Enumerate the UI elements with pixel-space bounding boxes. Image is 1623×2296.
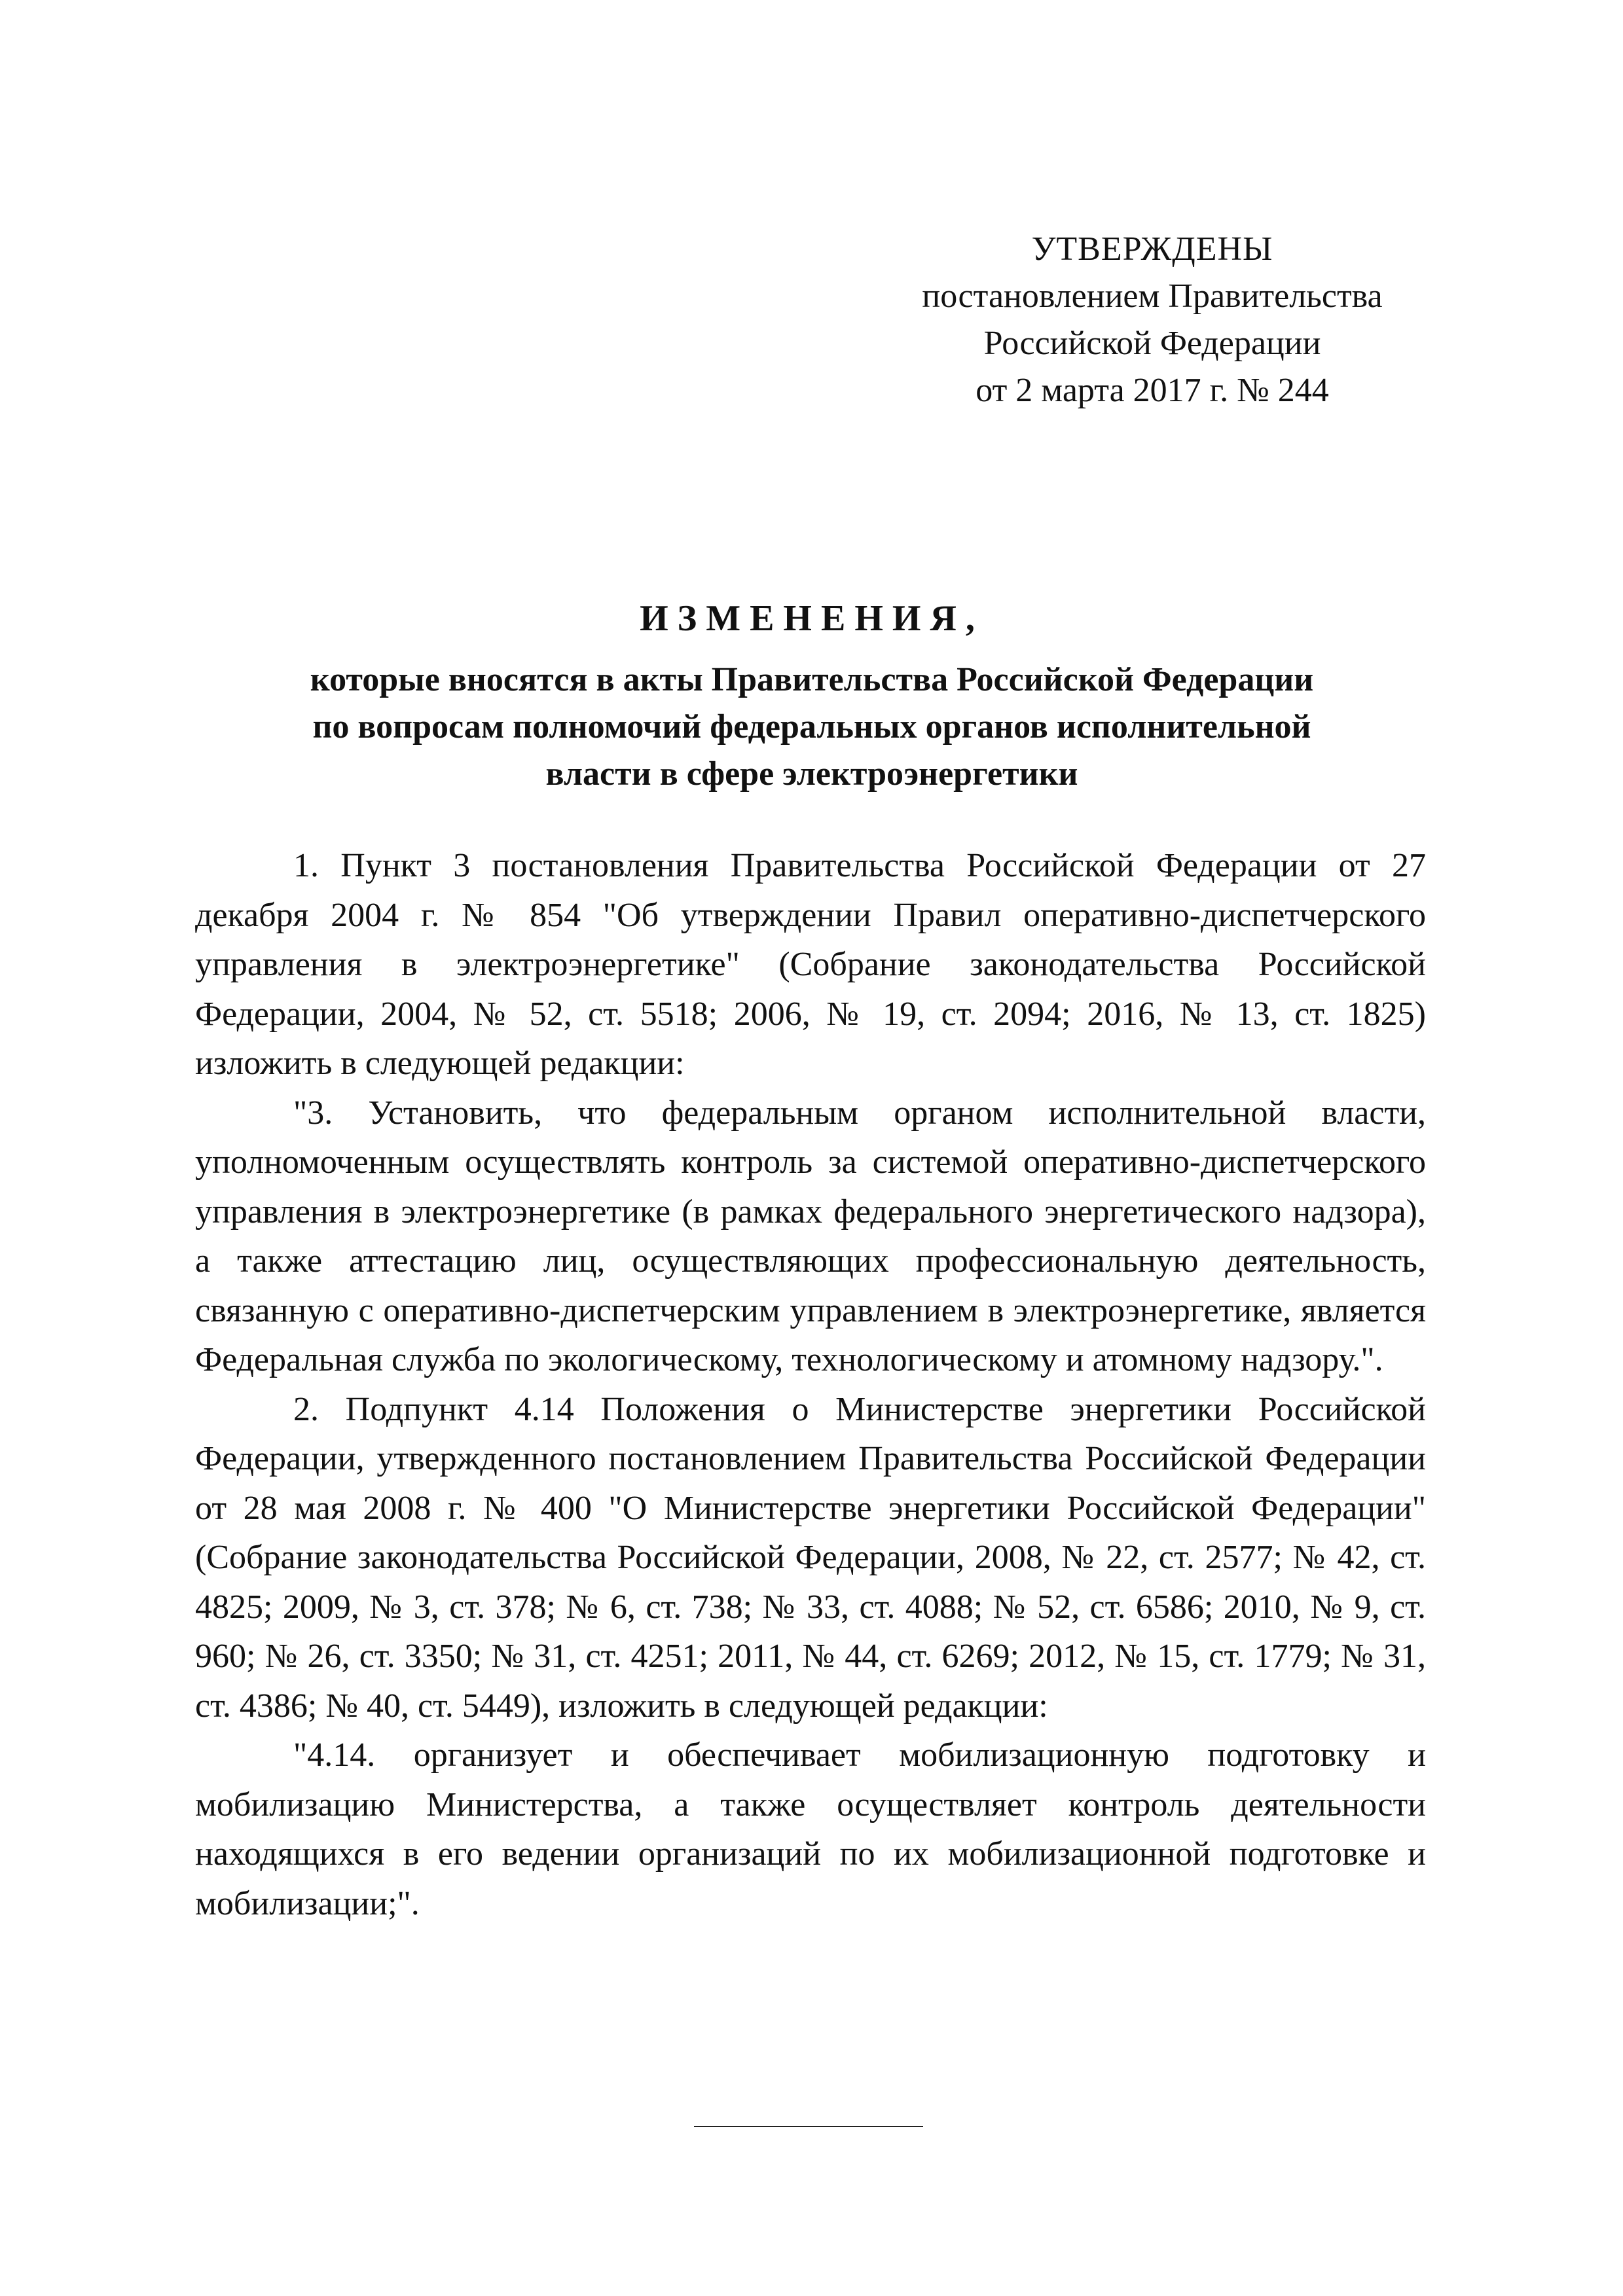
paragraph-2: 2. Подпункт 4.14 Положения о Министерстве энергетики Российской Федерации, утвержденного постановлением Правительства Российской Федерации от 28 мая 2008 г. № 400 "О Министерстве энергетики Российской Федерации" (Собрание законодательства Российской Федерации, 2008, № 22, ст. 2577; № 42, ст. 4825; 2009, № 3, ст. 378; № 6, ст. 738; № 33, ст. 4088; № 52, ст. 6586; 2010, № 9, ст. 960; № 26, ст. 3350; № 31, ст. 4251; 2011, № 44, ст. 6269; 2012, № 15, ст. 1779; № 31, ст. 4386; № 40, ст. 5449), изложить в следующей редакции: [195,1390,1426,1725]
end-of-document-rule [694,2126,923,2127]
document-title-block [196,592,1427,798]
document-title: ИЗМЕНЕНИЯ, [640,598,984,639]
approval-resolution-line: постановлением Правительства [922,278,1383,315]
approval-stamp-block [871,226,1434,414]
approval-government-line: Российской Федерации [983,325,1321,362]
approved-label: УТВЕРЖДЕНЫ [1031,230,1273,268]
document-body [195,841,1426,1928]
subtitle-line-2: по вопросам полномочий федеральных органов исполнительной [312,708,1311,745]
subtitle-line-3: власти в сфере электроэнергетики [545,755,1078,793]
paragraph-1-quote: "3. Установить, что федеральным органом исполнительной власти, уполномоченным осуществлять контроль за системой оперативно-диспетчерского управления в электроэнергетике (в рамках федерального энергетического надзора), а также аттестацию лиц, осуществляющих профессиональную деятельность, связанную с оперативно-диспетчерским управлением в электроэнергетике, является Федеральная служба по экологическому, технологическому и атомному надзору.". [195,1094,1426,1378]
paragraph-2-quote: "4.14. организует и обеспечивает мобилизационную подготовку и мобилизацию Министерства, а также осуществляет контроль деятельности находящихся в его ведении организаций по их мобилизационной подготовке и мобилизации;". [195,1736,1426,1922]
document-subtitle [196,656,1427,798]
subtitle-line-1: которые вносятся в акты Правительства Российской Федерации [310,661,1314,698]
paragraph-1: 1. Пункт 3 постановления Правительства Российской Федерации от 27 декабря 2004 г. № 854 "Об утверждении Правил оперативно-диспетчерского управления в электроэнергетике" (Собрание законодательства Российской Федерации, 2004, № 52, ст. 5518; 2006, № 19, ст. 2094; 2016, № 13, ст. 1825) изложить в следующей редакции: [195,847,1426,1082]
approval-date-number: от 2 марта 2017 г. № 244 [976,372,1329,409]
